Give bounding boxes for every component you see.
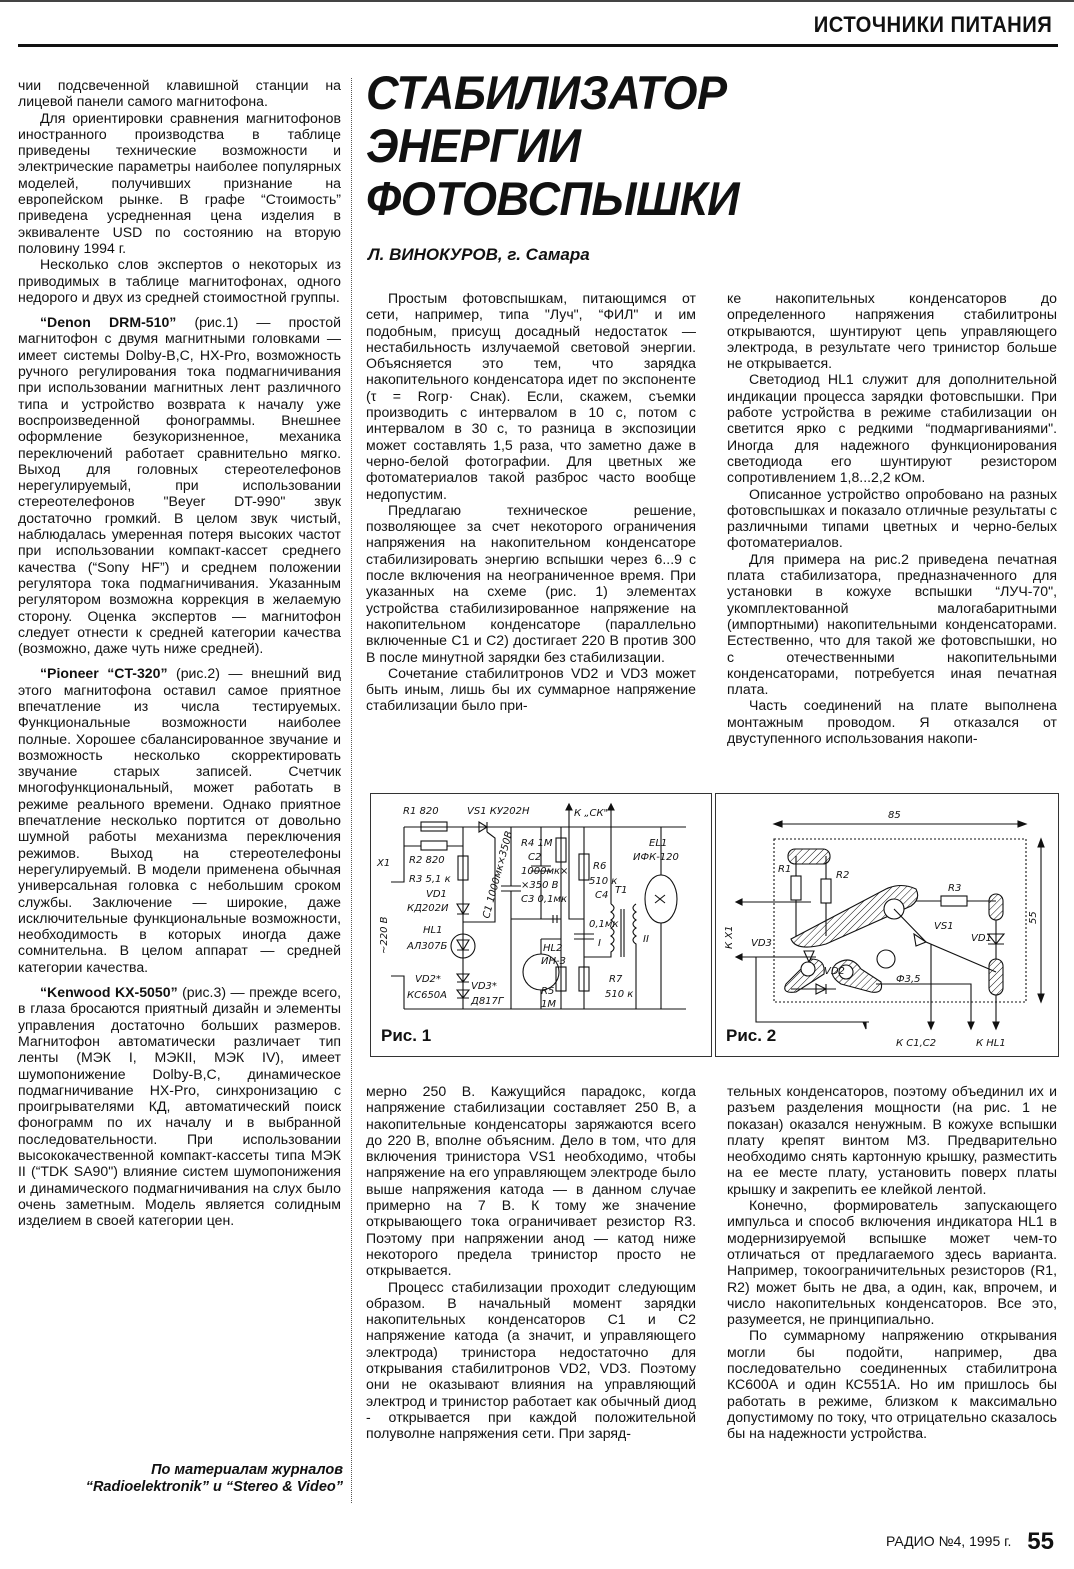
paragraph: Простым фотовспышкам, питающимся от сети, например, типа "Луч", “ФИЛ" и им подобным, присущ досадный недостаток — нестабильность излучаемой световой энергии. Объясняется это тем, что зарядка накопительного конденсатора идет по экспоненте (τ = Rогр· Cнак). Если, скажем, съемки производить с интервалом в 10 с, потом с интервалом в 30 с, то разница в экспозиции может составлять 1,5 раза, что заметно даже в черно-белой фотографии. Для цветных же фотоматериалов такой разброс часто вообще недопустим. xyxy=(366,290,696,502)
header-rule xyxy=(18,44,1058,47)
label-height: 55 xyxy=(1028,911,1039,924)
label-r3: R3 5,1 к xyxy=(409,874,451,885)
arrow-x1-2 xyxy=(736,954,742,960)
paragraph: Светодиод HL1 служит для дополнительной индикации процесса зарядки фотовспышки. При работе устройства в режиме стабилизации он светится ярко с редкими “подмаргиваниями". Иногда для надежного функционирования светодиода его шунтируют резистором сопротивлением 1,8...2,2 кОм. xyxy=(727,371,1057,486)
paragraph: По суммарному напряжению открывания могли бы подойти, например, два последовательно соединенных стабилитрона КС600А и один КС551А. Но им пришлось бы работать в режиме, близком к максимально допустимому по току, что отрицательно сказалось бы на надежности устройства. xyxy=(727,1327,1057,1442)
source-line: “Radioelektronik” и “Stereo & Video” xyxy=(85,1479,343,1495)
paragraph: мерно 250 В. Кажущийся парадокс, когда напряжение стабилизации составляет 250 В, а накопительные конденсаторы заряжаются всего до 220 В, вполне объясним. Дело в том, что для включения тринистора VS1 необходимо, чтобы напряжение на его управляющем электроде было выше напряжения катода — в данном случае примерно на 7 В. К тому же значение открывающего тока ограничивает резистор R3. Поэтому при напряжении анод — катод ниже некоторого предела тринистор просто не открывается. xyxy=(366,1083,696,1279)
review-pioneer xyxy=(18,665,341,975)
review-text: (рис.1) — простой магнитофон с двумя магнитными головками — имеет системы Dolby-B,C, HX-Pro, возможность ручного регулирования тока подмагничивания при использовании магнитных лент различного типа и устройство возврата к началу уже воспроизведенной фонограммы. Внешнее оформление безукоризненное, механика переключений работает сравнительно мягко. Выход для головных стереотелефонов нерегулируемый, при использовании стереотелефонов "Beyer DT-990" звук достаточно громкий. В целом звук чистый, наблюдалась умеренная потеря высоких частот при использовании компакт-кассет среднего качества (“Sony HF”) и среднем положении регулятора тока подмагничивания. Указанным регулятором возможна коррекция в желаемую сторону. Оценка экспертов — магнитофон следует отнести к средней категории качества (возможно, даже чуть ниже средней). xyxy=(18,314,341,657)
paragraph: чии подсвеченной клавишной станции на лицевой панели самого магнитофона. xyxy=(18,77,341,110)
pad-r1-r2 xyxy=(788,849,830,864)
label-r2: R2 820 xyxy=(409,855,445,866)
label-vs1: VS1 КУ202Н xyxy=(467,806,530,817)
pad-vd1-top xyxy=(989,894,1003,920)
figure-caption: Рис. 2 xyxy=(726,1026,777,1045)
label-r5: R5 xyxy=(541,986,555,997)
x1-wire-bottom xyxy=(391,976,404,1009)
title-line: ФОТОВСПЫШКИ xyxy=(366,172,740,225)
column-divider xyxy=(351,78,353,1503)
review-text: (рис.3) — прежде всего, в глаза бросаются приятный дизайн и элементы управления достаточно больших размеров. Магнитофон автоматически различает тип ленты (МЭК I, МЭКII, МЭК IV), имеет шумопонижение Dolby-B,C, динамическое подмагничивание HX-Pro, синхронизацию с проигрывателями КД, автоматический поиск фонограмм по их началу и в выбранной последовательности. При использовании высококачественной компакт-кассеты типа МЭК II (“TDK SA90") влияние систем шумопонижения и динамического подмагничивания на слух было очень заметным. Модель является солидным изделием в своей категории цен. xyxy=(18,984,341,1229)
article-column-middle-bottom xyxy=(366,1083,696,1442)
label-vs1: VS1 xyxy=(934,921,954,932)
label-c2: C2 xyxy=(528,852,542,863)
title-line: ЭНЕРГИИ xyxy=(366,119,581,172)
transformer-t1-winding-2 xyxy=(633,904,636,1009)
label-winding-1: I xyxy=(598,938,601,949)
label-vd3-type: Д817Г xyxy=(471,996,504,1007)
review-kenwood xyxy=(18,984,341,1228)
label-r7: R7 xyxy=(609,974,623,985)
label-width: 85 xyxy=(888,810,901,821)
arrow-c1c2-b xyxy=(863,1022,869,1029)
label-t1: T1 xyxy=(615,885,628,896)
transformer-core xyxy=(621,909,624,957)
source-credit xyxy=(18,1462,343,1496)
paragraph: Часть соединений на плате выполнена монтажным проводом. Я отказался от двуступенного использования накопи- xyxy=(727,697,1057,747)
label-vd1: VD1 xyxy=(426,889,447,900)
label-r3: R3 xyxy=(948,883,962,894)
article-author: Л. ВИНОКУРОВ, г. Самара xyxy=(368,245,590,264)
label-hole: Ф3,5 xyxy=(896,974,921,985)
label-vd2: VD2* xyxy=(415,974,441,985)
figure-1-schematic xyxy=(370,793,712,1057)
label-r1: R1 xyxy=(778,864,792,875)
label-to-x1: К X1 xyxy=(724,925,735,949)
section-header: ИСТОЧНИКИ ПИТАНИЯ xyxy=(813,12,1052,37)
resistor-r2 xyxy=(421,841,447,850)
figure-caption: Рис. 1 xyxy=(381,1026,432,1045)
label-r4: R4 1М xyxy=(521,838,553,849)
label-to-c1c2: К C1,C2 xyxy=(896,1038,937,1049)
article-column-right-bottom xyxy=(727,1083,1057,1442)
label-el1-type: ИФК-120 xyxy=(633,852,679,863)
source-line: По материалам журналов xyxy=(151,1462,343,1478)
page-footer xyxy=(886,1528,1054,1556)
article-title xyxy=(366,66,739,225)
paragraph: Для примера на рис.2 приведена печатная плата стабилизатора, предназначенного для установки в кожухе вспышки “ЛУЧ-70", укомплектованной малогабаритными (импортными) накопительными конденсаторами. Естественно, что для такой же фотовспышки, но с отечественными накопительными конденсаторами, потребуется иная печатная плата. xyxy=(727,550,1057,698)
page-number: 55 xyxy=(1027,1528,1054,1555)
label-vd3: VD3 xyxy=(751,938,772,949)
arrow-x1 xyxy=(736,899,742,905)
label-vd3: VD3* xyxy=(471,981,497,992)
hole-3-5 xyxy=(877,950,895,968)
paragraph: Конечно, формирователь запускающего импульса и способ включения индикатора HL1 в модернизируемой вспышке может чем-то отличаться от предлагаемого здесь варианта. Например, токоограничительных резисторов (R1, R2) может быть не два, а один, как, впрочем, и число накопительных конденсаторов. Все это, разумеется, не принципиально. xyxy=(727,1197,1057,1328)
label-x1: X1 xyxy=(377,858,391,869)
label-c2-val1: 1000мк× xyxy=(521,866,569,877)
label-c3: C3 0,1мк xyxy=(521,894,568,905)
label-to-hl1: К HL1 xyxy=(976,1038,1006,1049)
label-r7-val: 510 к xyxy=(605,989,634,1000)
wire-to-hl1 xyxy=(876,984,971,1029)
label-hl2: HL2 xyxy=(543,943,563,954)
label-c4: C4 xyxy=(595,890,609,901)
paragraph: Описанное устройство опробовано на разных фотовспышках и показало отличные результаты с различными типами цветных и черно-белых фотоматериалов. xyxy=(727,485,1057,551)
paragraph: ке накопительных конденсаторов до определенного напряжения стабилитроны открываются, шунтируют цепь управляющего электрода, в результате чего тринистор больше не открывается. xyxy=(727,290,1057,372)
label-winding-2: II xyxy=(643,934,649,945)
page-top-edge xyxy=(0,0,1074,2)
label-hl1-type: АЛ307Б xyxy=(407,941,448,952)
left-column xyxy=(18,77,341,1228)
sk-wire xyxy=(569,804,584,919)
label-r1: R1 820 xyxy=(403,806,439,817)
label-c4-val: 0,1мк xyxy=(589,919,619,930)
label-vd1: VD1 xyxy=(971,933,992,944)
label-vd2: VD2 xyxy=(824,966,845,977)
journal-issue: РАДИО №4, 1995 г. xyxy=(885,1533,1012,1549)
arrow-hl1 xyxy=(968,1022,974,1029)
title-line: СТАБИЛИЗАТОР xyxy=(366,66,727,119)
model-name: “Denon DRM-510” xyxy=(40,314,177,331)
paragraph: Для ориентировки сравнения магнитофонов иностранного производства в таблице приведены технические возможности и электрические параметры наиболее популярных моделей, получивших признание на европейском рынке. В графе “Стоимость” приведена усредненная цена изделия в эквиваленте USD по состоянию на вторую половину 1994 г. xyxy=(18,109,341,256)
paragraph: Сочетание стабилитронов VD2 и VD3 может быть иным, лишь бы их суммарное напряжение стабилизации было при- xyxy=(366,664,696,714)
model-name: “Pioneer “CT-320” xyxy=(40,665,168,682)
label-hl2-type: ИН-3 xyxy=(541,956,566,967)
label-el1: EL1 xyxy=(649,838,668,849)
model-name: “Kenwood KX-5050” xyxy=(40,984,178,1001)
label-hl1: HL1 xyxy=(423,925,443,936)
transformer-t1-winding-1 xyxy=(584,904,614,957)
paragraph: Предлагаю техническое решение, позволяющее за счет некоторого ограничения напряжения на накопительном конденсаторе стабилизировать энергию вспышки через 6...9 с после включения на неограниченное время. При указанных на схеме (рис. 1) элементах устройства стабилизированное напряжение на накопительном конденсаторе (параллельно включенные C1 и C2) достигает 220 В против 300 В после минутной зарядки без стабилизации. xyxy=(366,501,696,665)
review-text: (рис.2) — внешний вид этого магнитофона оставил самое приятное впечатление из числа тестируемых. Функциональные возможности наиболее полные. Хорошее сбалансированное звучание и возможность несколько скорректировать звучание старых записей. Счетчик многофункциональный, может работать в режиме реального времени. Однако приятное впечатление несколько портится от довольно шумной работы механизма переключения режимов. Выход на стереотелефоны нерегулируемый. В модели применена обычная универсальная головка с небольшим сроком службы. Заключение — широкие, даже исключительные функциональные возможности, необходимость в которых иногда даже сомнительна. В целом аппарат — средней категории качества. xyxy=(18,665,341,975)
pcb-drawing xyxy=(716,794,1058,1056)
label-c2-val2: ×350 В xyxy=(521,880,559,891)
x1-wire-top xyxy=(391,827,404,882)
paragraph: Несколько слов экспертов о некоторых из приводимых в таблице магнитофонах, одного недорого и двух из средней стоимостной группы. xyxy=(18,256,341,305)
label-vd2-type: КС650А xyxy=(407,990,448,1001)
label-c1: C1 1000мк×350В xyxy=(481,830,516,920)
resistor-r3 xyxy=(941,896,967,906)
arrow-hl1-2 xyxy=(993,1022,999,1029)
label-r6: R6 xyxy=(593,861,607,872)
resistor-r1 xyxy=(791,876,801,900)
flash-lamp-el1 xyxy=(645,875,677,923)
pad-hole xyxy=(801,962,815,976)
figure-2-pcb xyxy=(715,793,1059,1057)
label-r6-val: 510 к xyxy=(589,876,618,887)
circuit-diagram xyxy=(371,794,711,1056)
pad-vd1-bottom xyxy=(989,959,1003,995)
label-r2: R2 xyxy=(836,870,850,881)
label-r5-val: 1М xyxy=(541,999,556,1010)
label-vd1-type: КД202И xyxy=(407,903,449,914)
article-column-middle-top xyxy=(366,290,696,714)
paragraph: тельных конденсаторов, поэтому объединил их и разъем разделения мощности (на рис. 1 не показан) оказался ненужным. В кожухе вспышки плату крепят винтом М3. Предварительно необходимо снять картонную крышку, разместить на ее месте плату, установить поверх платы крышку и закрепить ее клейкой лентой. xyxy=(727,1083,1057,1197)
resistor-r2 xyxy=(821,879,831,903)
review-denon xyxy=(18,314,341,656)
label-sk: К „СК" xyxy=(574,808,609,819)
arrow-c1c2 xyxy=(928,1022,934,1029)
paragraph: Процесс стабилизации проходит следующим образом. В начальный момент зарядки накопительных конденсаторов C1 и C2 напряжение катода (а значит, и управляющего электрода) тринистора недостаточно для открывания стабилитронов VD2, VD3. Поэтому они не оказывают влияния на управляющий электрод и тринистор работает как обычный диод - открывается при каждой положительной полуволне напряжения сети. При заряд- xyxy=(366,1278,696,1442)
article-column-right-top xyxy=(727,290,1057,746)
label-mains: ~220 В xyxy=(379,916,390,954)
